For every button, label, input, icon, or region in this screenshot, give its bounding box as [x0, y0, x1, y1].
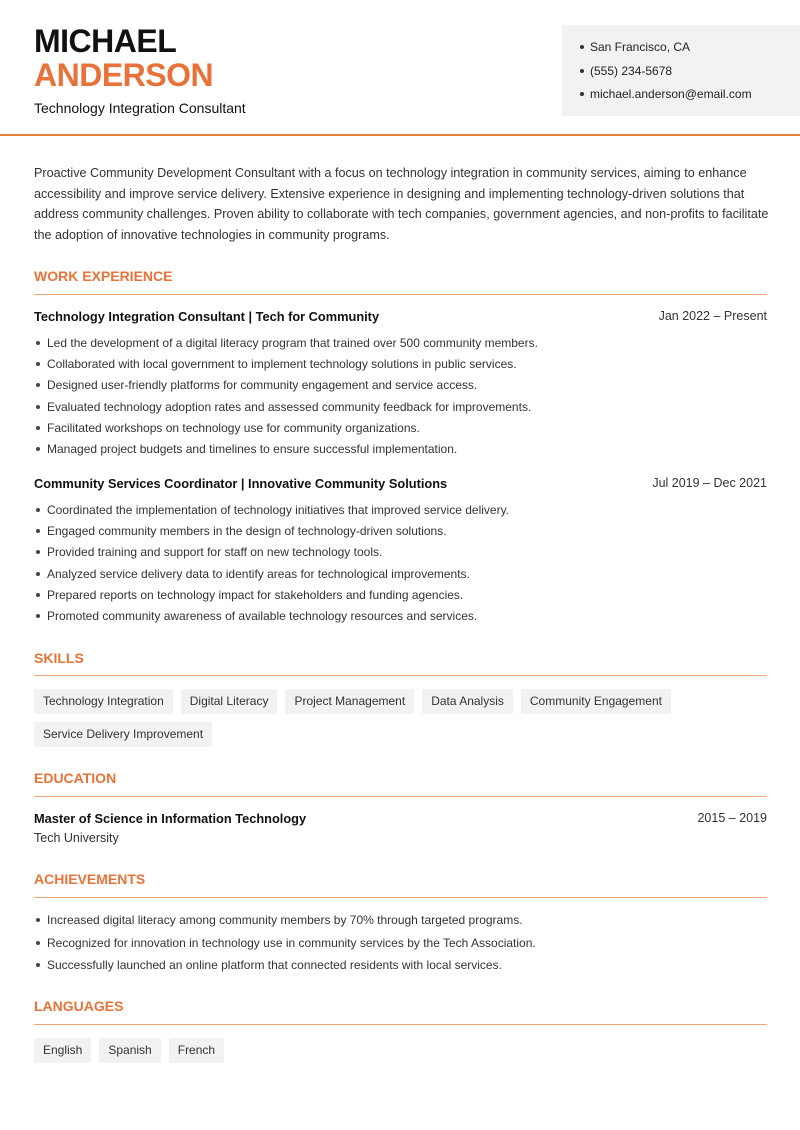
section-title-work: WORK EXPERIENCE: [34, 268, 173, 284]
list-item: Prepared reports on technology impact for stakeholders and funding agencies.: [34, 587, 767, 608]
list-item: Managed project budgets and timelines to ensure successful implementation.: [34, 441, 767, 462]
school: Tech University: [34, 831, 119, 845]
list-item: Provided training and support for staff on new technology tools.: [34, 544, 767, 565]
section-divider: [34, 897, 767, 898]
education-header: [34, 811, 767, 829]
list-item: Designed user-friendly platforms for community engagement and service access.: [34, 377, 767, 398]
job-title-1: Technology Integration Consultant | Tech for Community: [34, 309, 380, 324]
summary: Proactive Community Development Consultant with a focus on technology integration in community services, aiming to enhance accessibility and improve service delivery. Extensive experience in designing and implementing technology-driven solutions that address community challenges. Proven ability to collaborate with tech companies, government agencies, and non-profits to facilitate the adoption of innovative technologies in community programs.: [34, 166, 769, 242]
section-divider: [34, 675, 767, 676]
job-title-2: Community Services Coordinator | Innovative Community Solutions: [34, 476, 448, 491]
job-bullets-2: [34, 502, 767, 629]
list-item: Facilitated workshops on technology use for community organizations.: [34, 420, 767, 441]
job-bullets-1: [34, 335, 767, 462]
last-name: ANDERSON: [34, 57, 214, 93]
skill-tag: Project Management: [285, 689, 414, 714]
contact-box: [562, 25, 800, 116]
job-title: Technology Integration Consultant: [34, 100, 246, 116]
section-divider: [34, 1024, 767, 1025]
languages-list: [34, 1038, 774, 1063]
resume-header: [0, 0, 800, 136]
contact-email[interactable]: michael.anderson@email.com: [580, 86, 800, 110]
degree: Master of Science in Information Technology: [34, 811, 307, 826]
list-item: Promoted community awareness of available technology resources and services.: [34, 608, 767, 629]
skills-list: [34, 689, 774, 747]
contact-location: San Francisco, CA: [580, 39, 800, 63]
list-item: Successfully launched an online platform that connected residents with local services.: [34, 957, 767, 980]
section-title-achievements: ACHIEVEMENTS: [34, 871, 146, 887]
section-divider: [34, 796, 767, 797]
first-name: MICHAEL: [34, 23, 177, 59]
language-tag: Spanish: [99, 1038, 160, 1063]
list-item: Engaged community members in the design of technology-driven solutions.: [34, 523, 767, 544]
skill-tag: Community Engagement: [521, 689, 671, 714]
job-dates-1: Jan 2022 – Present: [658, 309, 767, 323]
achievements-list: [34, 912, 767, 980]
skill-tag: Digital Literacy: [181, 689, 278, 714]
list-item: Analyzed service delivery data to identify areas for technological improvements.: [34, 566, 767, 587]
list-item: Increased digital literacy among community members by 70% through targeted programs.: [34, 912, 767, 935]
language-tag: French: [169, 1038, 224, 1063]
section-divider: [34, 294, 767, 295]
job-header: [34, 476, 767, 494]
job-header: [34, 309, 767, 327]
contact-phone: (555) 234-5678: [580, 63, 800, 87]
skill-tag: Service Delivery Improvement: [34, 722, 212, 747]
skill-tag: Technology Integration: [34, 689, 173, 714]
section-title-languages: LANGUAGES: [34, 998, 124, 1014]
list-item: Collaborated with local government to implement technology solutions in public services.: [34, 356, 767, 377]
list-item: Evaluated technology adoption rates and assessed community feedback for improvements.: [34, 399, 767, 420]
skill-tag: Data Analysis: [422, 689, 513, 714]
language-tag: English: [34, 1038, 91, 1063]
education-dates: 2015 – 2019: [697, 811, 767, 825]
job-dates-2: Jul 2019 – Dec 2021: [652, 476, 767, 490]
list-item: Led the development of a digital literacy program that trained over 500 community members.: [34, 335, 767, 356]
section-title-education: EDUCATION: [34, 770, 117, 786]
list-item: Recognized for innovation in technology use in community services by the Tech Association.: [34, 935, 767, 958]
section-title-skills: SKILLS: [34, 650, 84, 666]
list-item: Coordinated the implementation of technology initiatives that improved service delivery.: [34, 502, 767, 523]
